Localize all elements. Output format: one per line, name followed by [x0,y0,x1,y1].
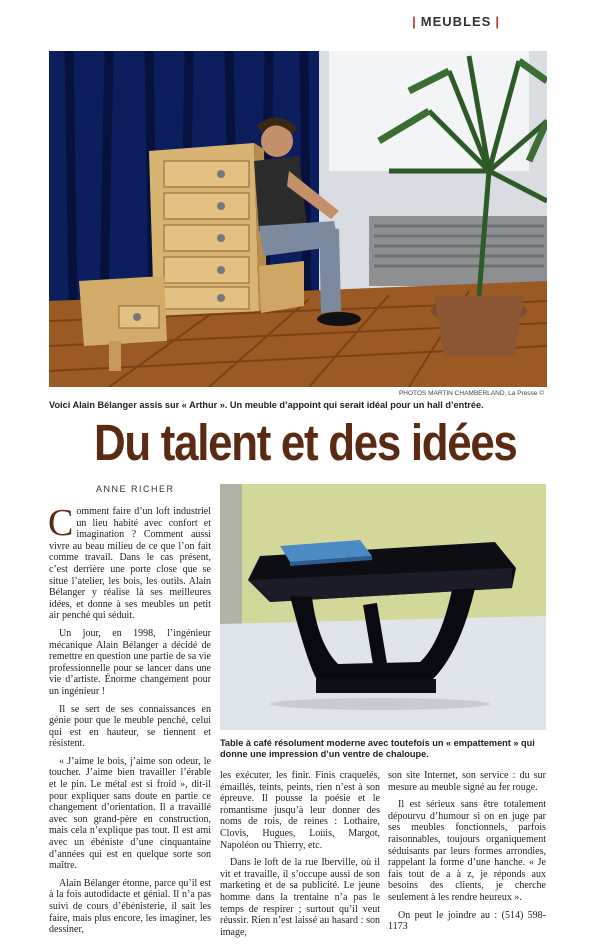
drop-cap: C [48,502,74,544]
byline: ANNE RICHER [96,484,175,494]
article-paragraph: Un jour, en 1998, l’ingénieur mécanique Alain Bélanger a décidé de remettre en question une partie de sa vie professionnelle pour se lancer dans une vie d’artiste. Énorme changement pour un ingénieur ! [49,627,211,697]
article-paragraph: Comment faire d’un loft industriel un lieu habité avec confort et imagination ? Comment aussi vivre au beau milieu de ce que l’on fait comme travail. Dans le cas présent, c’est derrière une porte close que se situe l’atelier, les bois, les outils. Alain Bélanger y réalise là ses meilleures idées, et donne à ses meubles un petit air penché qui séduit. [48,502,211,622]
article-paragraph: les exécuter, les finir. Finis craquelés, émaillés, teints, peints, rien n’est à son épreuve. Il pousse la poésie et le romantisme jusqu’à leur donner des noms de rois, de reines : Lothaire, Clovis, Hugues, Louis, Margot, Napoléon ou Thierry, etc. [220,770,380,851]
article-column-1 [48,502,211,942]
headline: Du talent et des idées [94,414,517,471]
article-paragraph: Dans le loft de la rue Iberville, où il vit et travaille, il s’occupe aussi de son marketing et de sa publicité. Le jeune homme dans la trentaine n’a pas le temps de respirer ; surtout qu’il veut réussir. Rien n’est laissé au hasard : son image, [220,857,380,938]
section-name: MEUBLES [420,14,492,29]
photo2-caption: Table à café résolument moderne avec toutefois un « empattement » qui donne une impression d’un ventre de chaloupe. [220,738,535,759]
photo-coffee-table [220,484,546,730]
photo-caption: Voici Alain Bélanger assis sur « Arthur ». Un meuble d’appoint qui serait idéal pour un hall d’entrée. [49,400,484,410]
article-paragraph: Il est sérieux sans être totalement dépourvu d’humour si on en juge par ses meubles fonctionnels, parfois raisonnables, toujours organiquement séduisants par leurs formes arrondies, rappelant la forme d’une hanche. « Je fais tout de a à z, je réponds aux besoins des clients, je cherche seulement à les rendre heureux ». [388,799,546,903]
article-paragraph: Il se sert de ses connaissances en génie pour que le meuble penché, celui qui est en hauteur, se tiennent et résistent. [49,703,211,750]
section-label: | MEUBLES | [412,14,500,29]
photo-credit: PHOTOS MARTIN CHAMBERLAND, La Presse © [398,390,544,397]
article-paragraph: son site Internet, son service : du sur mesure au meuble signé au fer rouge. [388,770,546,793]
article-paragraph: « J’aime le bois, j’aime son odeur, le toucher. J’aime bien travailler l’érable et le pin. Le métal est si froid », dit-il pour expliquer sans doute en partie ce changement d’orientation. Il a travaillé avec son grand-père en construction, mais cela n’explique pas tout. Il est ami avec un ébéniste d’une cinquantaine d’années qui est en quelque sorte son maître. [49,755,211,872]
article-column-2 [220,770,380,944]
article-paragraph: Alain Bélanger étonne, parce qu’il est à la fois autodidacte et génial. Il n’a pas suivi de cours d’ébénisterie, il sait les faire, mais plus encore, les imaginer, les dessiner, [49,877,211,936]
article-paragraph: On peut le joindre au : (514) 598-1173 [388,909,546,933]
article-column-3 [388,770,546,939]
photo-chest-of-drawers [49,51,547,387]
